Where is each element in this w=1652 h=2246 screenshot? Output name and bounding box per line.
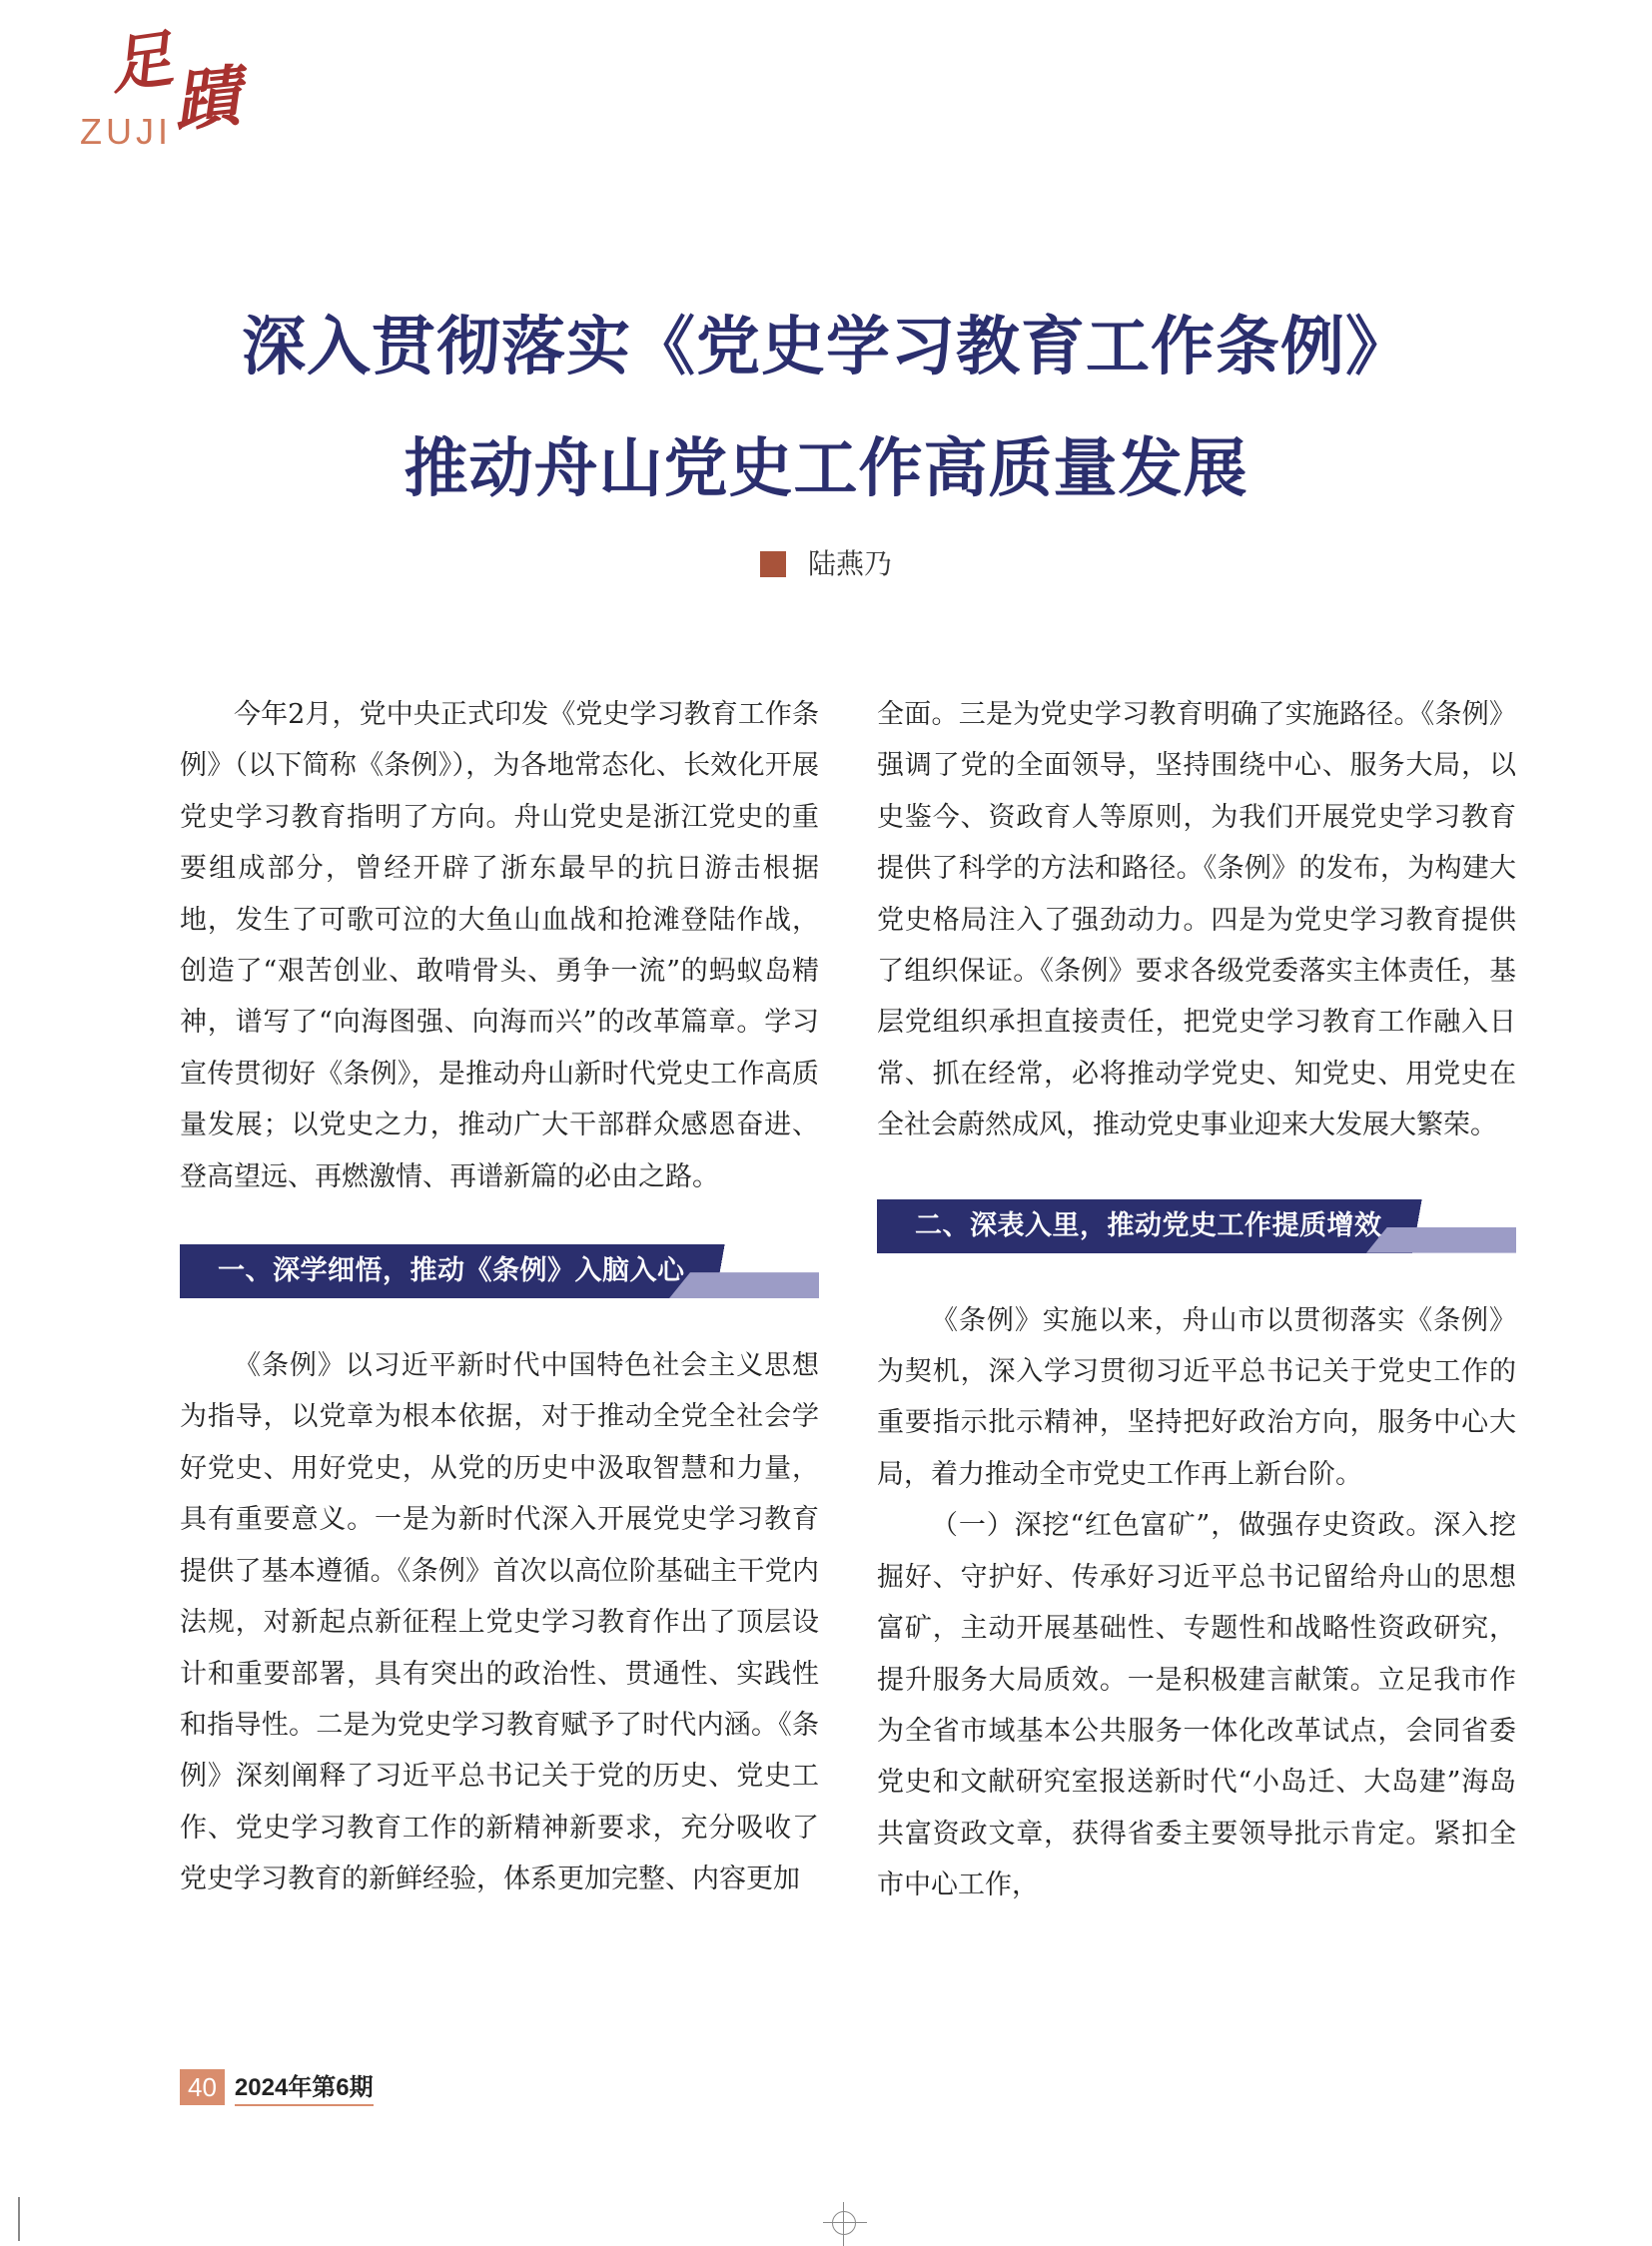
section-heading-1-text: 一、深学细悟，推动《条例》入脑入心 bbox=[218, 1255, 685, 1287]
intro-paragraph: 今年2月，党中央正式印发《党史学习教育工作条例》（以下简称《条例》），为各地常态化、长效化开展党史学习教育指明了方向。舟山党史是浙江党史的重要组成部分，曾经开辟了浙东最早的抗日游击根据地，发生了可歌可泣的大鱼山血战和抢滩登陆作战，创造了“艰苦创业、敢啃骨头、勇争一流”的蚂蚁岛精神，谱写了“向海图强、向海而兴”的改革篇章。学习宣传贯彻好《条例》，是推动舟山新时代党史工作高质量发展；以党史之力，推动广大干部群众感恩奋进、登高望远、再燃激情、再谱新篇的必由之路。 bbox=[180, 699, 819, 1192]
section-heading-2 bbox=[877, 1199, 1516, 1253]
page-number: 40 bbox=[180, 2069, 225, 2105]
magazine-logo bbox=[74, 22, 274, 156]
issue-label: 2024年第6期 bbox=[235, 2067, 374, 2106]
left-column bbox=[180, 689, 819, 1905]
right-column bbox=[877, 689, 1516, 1911]
section-1-paragraph: 《条例》以习近平新时代中国特色社会主义思想为指导，以党章为根本依据，对于推动全党全社会学好党史、用好党史，从党的历史中汲取智慧和力量，具有重要意义。一是为新时代深入开展党史学习教育提供了基本遵循。《条例》首次以高位阶基础主干党内法规，对新起点新征程上党史学习教育作出了顶层设计和重要部署，具有突出的政治性、贯通性、实践性和指导性。二是为党史学习教育赋予了时代内涵。《条例》深刻阐释了习近平总书记关于党的历史、党史工作、党史学习教育工作的新精神新要求，充分吸收了党史学习教育的新鲜经验，体系更加完整、内容更加 bbox=[180, 1350, 819, 1895]
byline-square-icon bbox=[760, 551, 786, 577]
author-name: 陆燕乃 bbox=[807, 547, 892, 580]
section-heading-2-text: 二、深表入里，推动党史工作提质增效 bbox=[915, 1209, 1382, 1241]
heading-accent-shape bbox=[669, 1272, 819, 1298]
continuation-paragraph: 全面。三是为党史学习教育明确了实施路径。《条例》强调了党的全面领导，坚持围绕中心、服务大局，以史鉴今、资政育人等原则，为我们开展党史学习教育提供了科学的方法和路径。《条例》的发布，为构建大党史格局注入了强劲动力。四是为党史学习教育提供了组织保证。《条例》要求各级党委落实主体责任，基层党组织承担直接责任，把党史学习教育工作融入日常、抓在经常，必将推动学党史、知党史、用党史在全社会蔚然成风，推动党史事业迎来大发展大繁荣。 bbox=[877, 699, 1516, 1141]
heading-accent-shape bbox=[1366, 1227, 1516, 1253]
logo-latin-text: ZUJI bbox=[80, 111, 172, 152]
crop-mark bbox=[18, 2197, 20, 2241]
article-title-line1: 深入贯彻落实《党史学习教育工作条例》 bbox=[242, 310, 1410, 384]
section-2-intro-paragraph: 《条例》实施以来，舟山市以贯彻落实《条例》为契机，深入学习贯彻习近平总书记关于党史工作的重要指示批示精神，坚持把好政治方向，服务中心大局，着力推动全市党史工作再上新台阶。 bbox=[877, 1304, 1516, 1490]
byline bbox=[0, 547, 1652, 581]
logo-glyph-zu: 足 bbox=[105, 22, 177, 103]
registration-mark-icon bbox=[832, 2211, 856, 2235]
article-title-line2: 推动舟山党史工作高质量发展 bbox=[404, 431, 1248, 506]
page-footer bbox=[180, 2067, 374, 2103]
section-heading-1 bbox=[180, 1244, 819, 1298]
logo-glyph-ji: 蹟 bbox=[170, 56, 244, 142]
section-2-subsection-paragraph: （一）深挖“红色富矿”，做强存史资政。深入挖掘好、守护好、传承好习近平总书记留给舟山的思想富矿，主动开展基础性、专题性和战略性资政研究，提升服务大局质效。一是积极建言献策。立足我市作为全省市域基本公共服务一体化改革试点，会同省委党史和文献研究室报送新时代“小岛迁、大岛建”海岛共富资政文章，获得省委主要领导批示肯定。紧扣全市中心工作， bbox=[877, 1510, 1516, 1901]
